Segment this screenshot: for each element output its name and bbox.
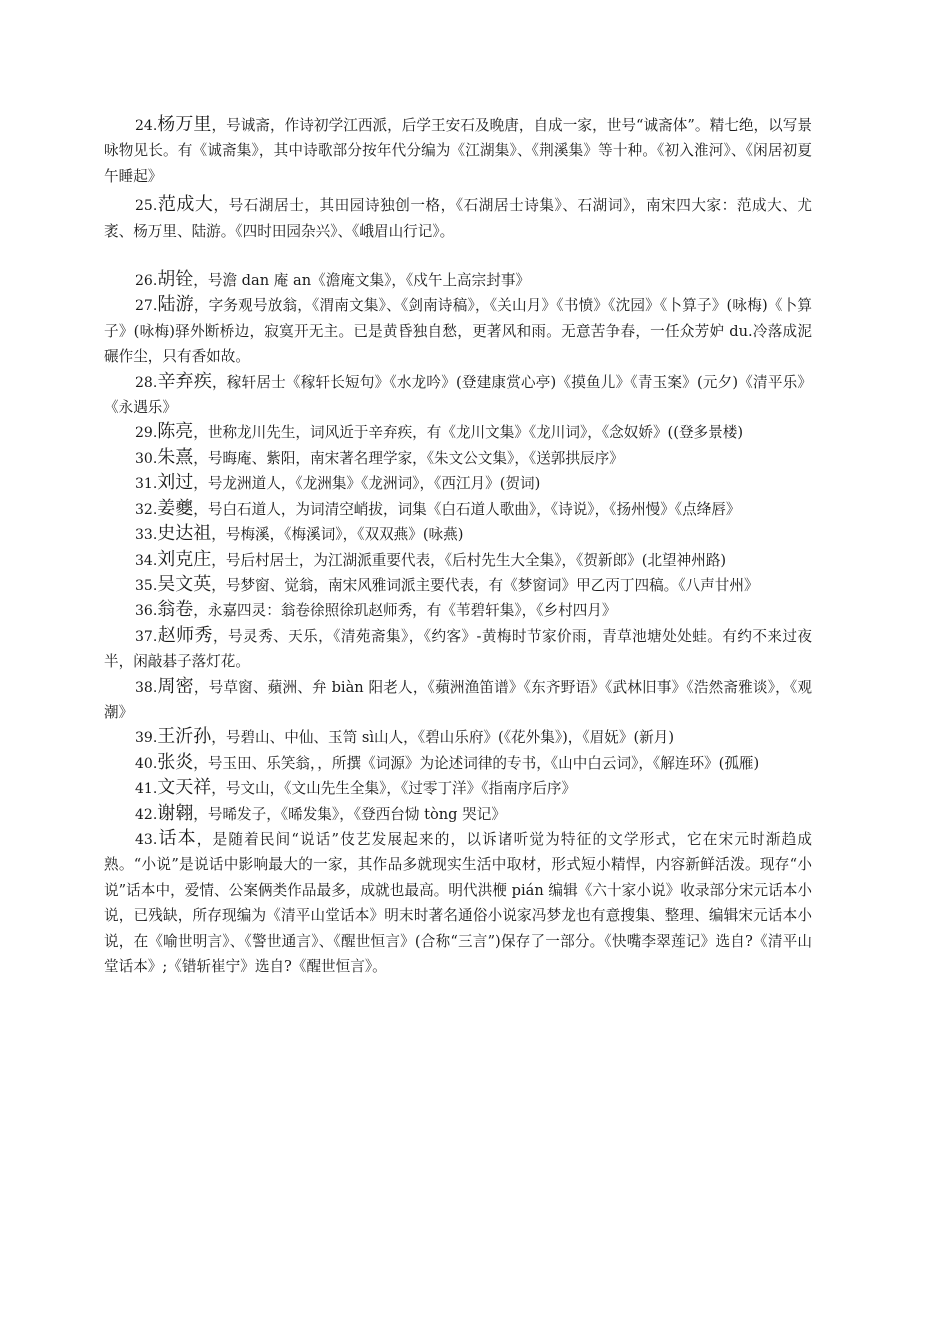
entry-33 [104,522,812,547]
entry-text: ，号灵秀、天乐，《清苑斋集》，《约客》-黄梅时节家价雨，青草池塘处处蛙。有约不来过夜半，闲敲碁子落灯花。 [104,627,813,671]
entry-name: 文天祥 [157,777,212,799]
entry-name: 辛弃疾 [157,370,213,392]
entry-text: ，号文山，《文山先生全集》，《过零丁洋》《指南序后序》 [211,780,577,798]
entry-37 [104,624,812,675]
entry-text: ，号碧山、中仙、玉笥 sì山人，《碧山乐府》(《花外集》)，《眉妩》(新月) [211,729,675,747]
entry-name: 张炎 [157,751,194,773]
entry-number: 33. [135,527,158,544]
document-page [104,113,812,979]
entry-text: ，永嘉四灵：翁卷徐照徐玑赵师秀，有《苇碧轩集》，《乡村四月》 [193,602,617,620]
entry-name: 陈亮 [157,421,194,443]
entry-name: 谢翱 [157,802,194,824]
entry-38 [104,675,812,726]
entry-29 [104,420,812,445]
entry-text: ，号草窗、蘋洲、弁 biàn 阳老人，《蘋洲渔笛谱》《东齐野语》《武林旧事》《浩然斋雅谈》，《观潮》 [104,678,813,721]
entry-25 [104,193,812,244]
entry-text: ，号梅溪，《梅溪词》，《双双燕》(咏燕) [211,526,464,544]
entry-36 [104,598,812,623]
entry-number: 24. [135,118,158,134]
entry-number: 29. [135,425,158,442]
entry-27 [104,293,812,369]
entry-28 [104,370,812,421]
entry-number: 34. [135,552,158,569]
entry-name: 话本 [157,827,197,849]
entry-text: ，号玉田、乐笑翁，，所撰《词源》为论述词律的专书，《山中白云词》，《解连环》(孤雁) [193,754,760,772]
entry-number: 25. [135,198,158,215]
entry-number: 32. [135,501,158,518]
entry-number: 31. [135,476,158,493]
entry-name: 朱熹 [157,446,194,468]
entry-text: ，号白石道人，为词清空峭拔，词集《白石道人歌曲》，《诗说》，《扬州慢》《点绛唇》 [193,500,741,518]
entry-name: 姜夔 [157,497,194,519]
entry-39 [104,725,812,750]
entry-number: 27. [135,298,158,315]
entry-number: 43. [135,831,158,848]
entry-text: ，号诚斋，作诗初学江西派，后学王安石及晚唐，自成一家，世号“诚斋体”。精七绝，以写景咏物见长。有《诚斋集》，其中诗歌部分按年代分编为《江湖集》、《荆溪集》等十种。《初入淮河》、《闲居初夏午睡起》 [104,117,812,185]
entry-43 [104,827,812,979]
entry-name: 范成大 [157,194,214,216]
entry-name: 王沂孙 [157,726,212,748]
entry-name: 翁卷 [157,599,194,621]
entry-number: 30. [135,450,158,467]
entry-number: 38. [135,679,158,696]
entry-text: ，世称龙川先生，词风近于辛弃疾，有《龙川文集》《龙川词》，《念奴娇》((登多景楼) [193,424,744,442]
entry-35 [104,573,812,598]
entry-text: ，是随着民间“说话”伎艺发展起来的，以诉诸听觉为特征的文学形式，它在宋元时渐趋成熟。“小说”是说话中影响最大的一家，其作品多就现实生活中取材，形式短小精悍，内容新鲜活泼。现存“小说”话本中，爱情、公案俩类作品最多，成就也最高。明代洪楩 pián 编辑《六十家小说》收录部分宋元话本小说，已残缺，所存现编为《清平山堂话本》明末时著名通俗小说家冯梦龙也有意搜集、整理、编辑宋元话本小说，在《喻世明言》、《警世通言》、《醒世恒言》(合称“三言”)保存了一部分。《快嘴李翠莲记》选自?《清平山堂话本》;《错斩崔宁》选自?《醒世恒言》。 [104,830,813,975]
entry-text: ，号石湖居士，其田园诗独创一格，《石湖居士诗集》、石湖词》，南宋四大家：范成大、尤袤、杨万里、陆游。《四时田园杂兴》、《峨眉山行记》。 [104,197,813,240]
entry-number: 36. [135,603,158,620]
entry-name: 陆游 [157,294,194,316]
entry-text: ，号梦窗、觉翁，南宋风雅词派主要代表，有《梦窗词》甲乙丙丁四稿。《八声甘州》 [211,576,759,594]
entry-name: 杨万里 [157,114,212,135]
entry-41 [104,776,812,801]
entry-text: ，号晞发子，《晞发集》，《登西台恸 tòng 哭记》 [193,805,506,823]
entry-number: 28. [135,374,158,391]
entry-32 [104,497,812,522]
entry-number: 41. [135,781,158,798]
entry-30 [104,446,812,471]
entry-text: ，号龙洲道人，《龙洲集》《龙洲词》，《西江月》(贺词) [193,475,541,493]
entry-name: 刘克庄 [157,548,212,570]
entry-text: ，号晦庵、紫阳，南宋著名理学家，《朱文公文集》，《送郭拱辰序》 [193,449,624,467]
entry-text: ，号澹 dan 庵 an《澹庵文集》，《戍午上高宗封事》 [193,272,531,290]
entry-text: ，字务观号放翁，《渭南文集》、《剑南诗稿》，《关山月》《书愤》《沈园》《卜算子》(咏梅)《卜算子》(咏梅)驿外断桥边，寂寞开无主。已是黄昏独自愁，更著风和雨。无意苦争春，一任众芳妒 du.冷落成泥碾作尘，只有香如故。 [104,297,813,366]
entry-31 [104,471,812,496]
entry-name: 刘过 [157,472,194,494]
entry-number: 37. [135,628,158,645]
entry-name: 赵师秀 [157,624,213,646]
entry-number: 42. [135,806,158,823]
entry-34 [104,548,812,573]
entry-number: 39. [135,730,158,747]
entry-name: 周密 [157,675,194,697]
entry-40 [104,751,812,776]
entry-name: 吴文英 [157,573,212,595]
entry-text: ，稼轩居士《稼轩长短句》《水龙吟》(登建康赏心亭)《摸鱼儿》《青玉案》(元夕)《清平乐》《永遇乐》 [104,373,812,417]
entry-text: ，号后村居士，为江湖派重要代表，《后村先生大全集》，《贺新郎》(北望神州路) [211,551,727,569]
entry-26 [104,268,812,293]
entry-number: 40. [135,755,158,772]
entry-number: 35. [135,577,158,594]
entry-24 [104,113,812,189]
entry-number: 26. [135,273,158,290]
entry-42 [104,802,812,827]
entry-name: 史达祖 [157,523,212,545]
entry-name: 胡铨 [157,269,194,291]
